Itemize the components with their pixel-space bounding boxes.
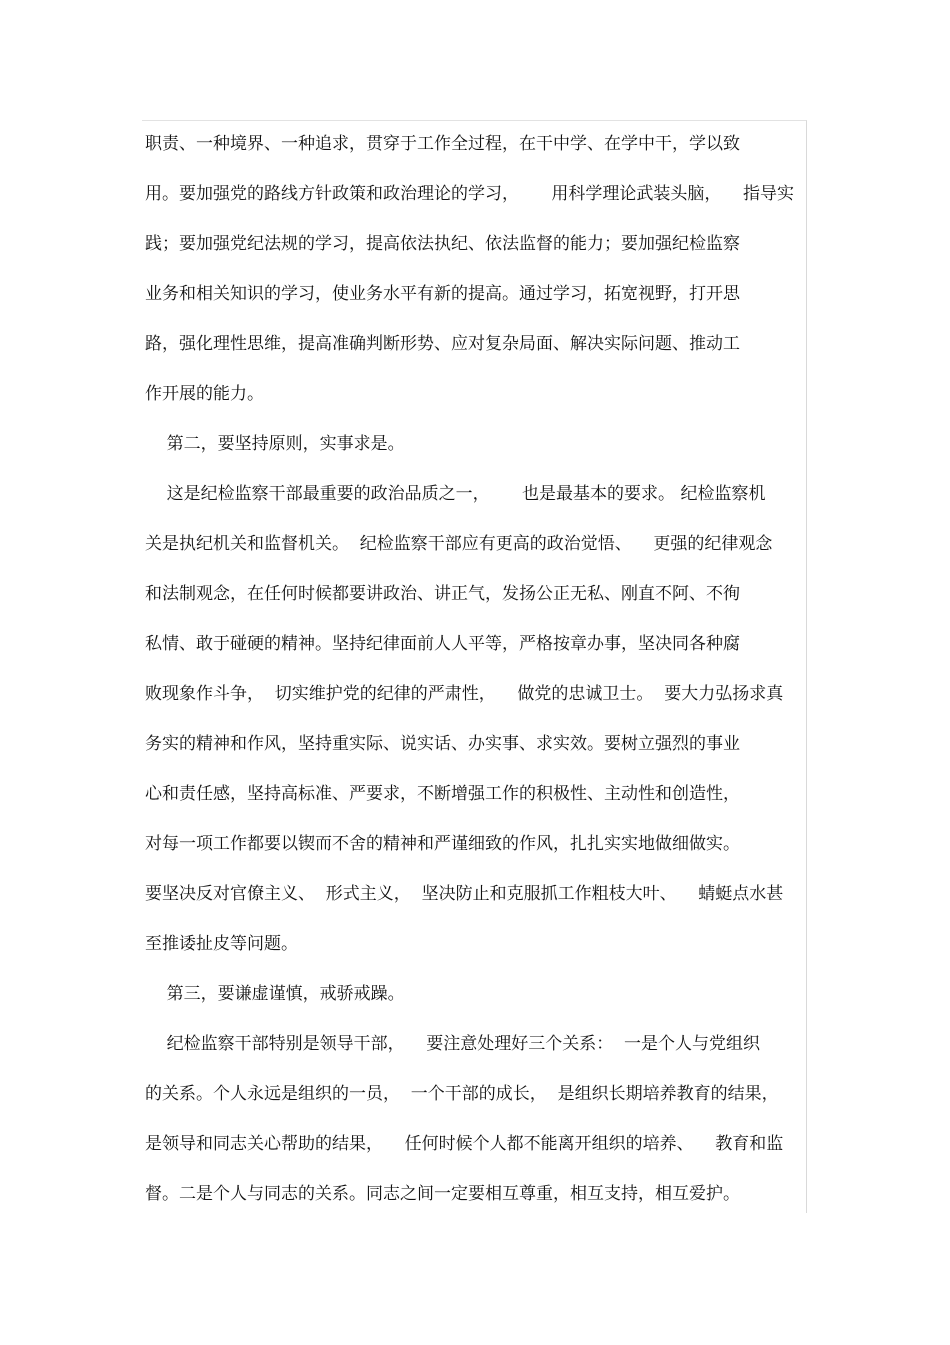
- text-line: 践；要加强党纪法规的学习，提高依法执纪、依法监督的能力；要加强纪检监察: [145, 234, 740, 254]
- text-line: 这是纪检监察干部最重要的政治品质之一， 也是最基本的要求。 纪检监察机: [145, 484, 766, 504]
- document-body: [145, 128, 805, 1228]
- text-line: 的关系。个人永远是组织的一员， 一个干部的成长， 是组织长期培养教育的结果，: [145, 1084, 779, 1104]
- text-line: 和法制观念，在任何时候都要讲政治、讲正气，发扬公正无私、刚直不阿、不徇: [145, 584, 740, 604]
- text-line: 对每一项工作都要以锲而不舍的精神和严谨细致的作风，扎扎实实地做细做实。: [145, 834, 740, 854]
- text-line: 败现象作斗争， 切实维护党的纪律的严肃性， 做党的忠诚卫士。 要大力弘扬求真: [145, 684, 784, 704]
- text-line: 私情、敢于碰硬的精神。坚持纪律面前人人平等，严格按章办事，坚决同各种腐: [145, 634, 740, 654]
- text-line: 用。要加强党的路线方针政策和政治理论的学习， 用科学理论武装头脑， 指导实: [145, 184, 795, 204]
- text-line: 督。二是个人与同志的关系。同志之间一定要相互尊重，相互支持，相互爱护。: [145, 1184, 740, 1204]
- text-line: 职责、一种境界、一种追求，贯穿于工作全过程，在干中学、在学中干，学以致: [145, 134, 740, 154]
- section-heading: 第二，要坚持原则，实事求是。: [145, 434, 405, 454]
- text-line: 纪检监察干部特别是领导干部， 要注意处理好三个关系： 一是个人与党组织: [145, 1034, 761, 1054]
- text-line: 路，强化理性思维，提高准确判断形势、应对复杂局面、解决实际问题、推动工: [145, 334, 740, 354]
- text-line: 要坚决反对官僚主义、 形式主义， 坚决防止和克服抓工作粗枝大叶、 蜻蜓点水甚: [145, 884, 784, 904]
- text-line: 业务和相关知识的学习，使业务水平有新的提高。通过学习，拓宽视野，打开思: [145, 284, 740, 304]
- text-line: 关是执纪机关和监督机关。 纪检监察干部应有更高的政治觉悟、 更强的纪律观念: [145, 534, 773, 554]
- text-line: 作开展的能力。: [145, 384, 264, 404]
- text-line: 务实的精神和作风，坚持重实际、说实话、办实事、求实效。要树立强烈的事业: [145, 734, 740, 754]
- text-line: 心和责任感，坚持高标准、严要求，不断增强工作的积极性、主动性和创造性，: [145, 784, 740, 804]
- section-heading: 第三，要谦虚谨慎，戒骄戒躁。: [145, 984, 405, 1004]
- text-line: 至推诿扯皮等问题。: [145, 934, 298, 954]
- text-line: 是领导和同志关心帮助的结果， 任何时候个人都不能离开组织的培养、 教育和监: [145, 1134, 784, 1154]
